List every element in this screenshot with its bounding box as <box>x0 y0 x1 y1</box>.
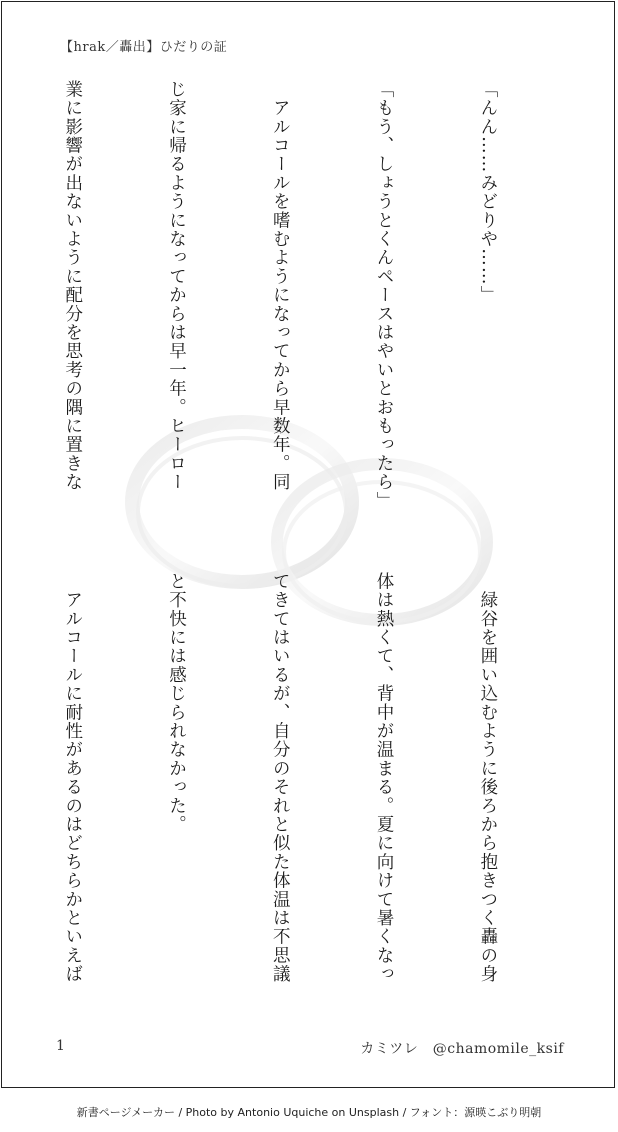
book-page <box>1 1 615 1088</box>
text-line: 「もう、しょうとくんペースはやいとおもったら」 <box>374 80 395 511</box>
text-line: じ家に帰るようになってからは早一年。ヒーロー <box>166 80 187 492</box>
text-line: 緑谷を囲い込むように後ろから抱きつく轟の身 <box>477 572 498 984</box>
text-line: てきてはいるが、自分のそれと似た体温は不思議 <box>270 572 291 984</box>
text-block-lower <box>1 572 574 992</box>
page-number: 1 <box>56 1038 65 1054</box>
text-line: アルコールに耐性があるのはどちらかといえば <box>62 572 83 984</box>
author-credit: カミツレ @chamomile_ksif <box>360 1041 564 1057</box>
text-line: 「んん……みどりや……」 <box>477 80 498 305</box>
text-block-upper <box>1 80 574 540</box>
text-line: アルコールを嗜むようになってから早数年。同 <box>270 80 291 492</box>
maker-credit: 新書ページメーカー / Photo by Antonio Uquiche on Unsplash / フォント：源暎こぶり明朝 <box>76 1106 542 1119</box>
running-title: 【hrak／轟出】ひだりの証 <box>60 40 228 55</box>
text-line: と不快には感じられなかった。 <box>166 572 187 834</box>
text-line: 体は熱くて、背中が温まる。夏に向けて暑くなっ <box>374 572 395 984</box>
text-line: 業に影響が出ないように配分を思考の隅に置きな <box>62 80 83 492</box>
